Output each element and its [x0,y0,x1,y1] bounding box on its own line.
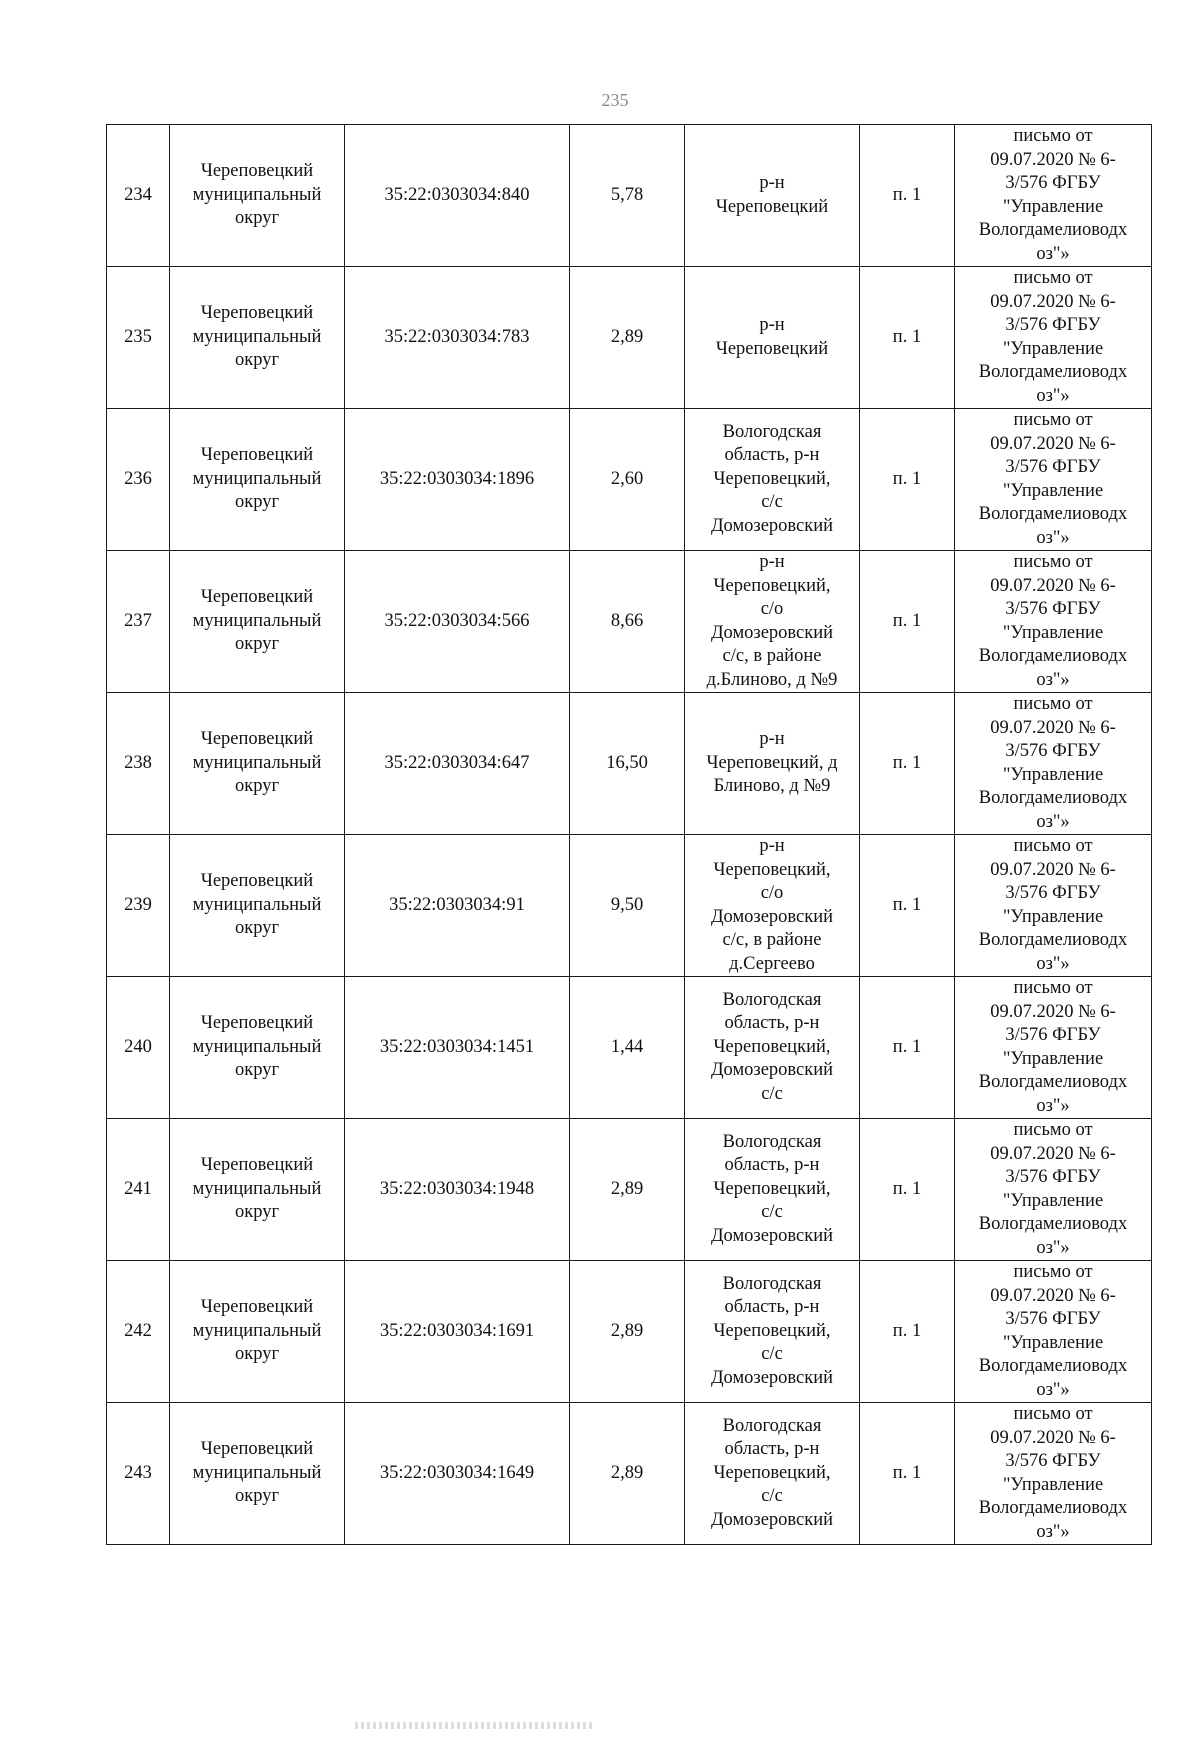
cadastral-number-cell [345,125,570,267]
row-number-cell [107,1261,170,1403]
row-number-cell [107,125,170,267]
clause-text: п. 1 [892,1320,922,1341]
cadastral-number-cell [345,835,570,977]
clause-text: п. 1 [892,1036,922,1057]
basis-cell [955,835,1152,977]
area-value: 5,78 [610,184,644,205]
district-text: Череповецкий муниципальный округ [192,1013,322,1081]
area-value: 2,89 [610,1462,644,1483]
district-cell [170,835,345,977]
address-cell [685,409,860,551]
page-number: 235 [601,90,629,110]
address-cell [685,1119,860,1261]
clause-cell [860,977,955,1119]
area-value: 2,89 [610,1178,644,1199]
clause-cell [860,551,955,693]
row-number-cell [107,267,170,409]
clause-text: п. 1 [892,894,922,915]
row-number-cell [107,693,170,835]
address-text: р-н Череповецкий, д Блиново, д №9 [706,729,838,797]
cadastral-number: 35:22:0303034:647 [384,752,530,773]
land-plots-table [106,124,1152,1545]
basis-text: письмо от 09.07.2020 № 6- 3/576 ФГБУ "Управление Вологдамелиоводх оз"» [978,126,1128,264]
basis-text: письмо от 09.07.2020 № 6- 3/576 ФГБУ "Управление Вологдамелиоводх оз"» [978,694,1128,832]
address-cell [685,1403,860,1545]
area-cell [570,835,685,977]
area-value: 2,89 [610,1320,644,1341]
row-number: 239 [124,894,152,915]
district-cell [170,1403,345,1545]
clause-cell [860,1119,955,1261]
cadastral-number-cell [345,267,570,409]
cadastral-number: 35:22:0303034:783 [384,326,530,347]
district-text: Череповецкий муниципальный округ [192,729,322,797]
district-text: Череповецкий муниципальный округ [192,587,322,655]
district-cell [170,1261,345,1403]
basis-text: письмо от 09.07.2020 № 6- 3/576 ФГБУ "Управление Вологдамелиоводх оз"» [978,268,1128,406]
table-row [107,551,1152,693]
area-cell [570,267,685,409]
basis-cell [955,693,1152,835]
row-number-cell [107,977,170,1119]
table-row [107,693,1152,835]
scan-artifact [355,1722,595,1729]
address-text: р-н Череповецкий [715,173,829,217]
area-cell [570,977,685,1119]
district-cell [170,693,345,835]
address-cell [685,125,860,267]
area-cell [570,693,685,835]
row-number: 241 [124,1178,152,1199]
basis-text: письмо от 09.07.2020 № 6- 3/576 ФГБУ "Управление Вологдамелиоводх оз"» [978,552,1128,690]
clause-cell [860,267,955,409]
cadastral-number: 35:22:0303034:1691 [379,1320,535,1341]
basis-cell [955,977,1152,1119]
table-row [107,1119,1152,1261]
district-cell [170,125,345,267]
district-text: Череповецкий муниципальный округ [192,1439,322,1507]
clause-text: п. 1 [892,468,922,489]
cadastral-number-cell [345,1403,570,1545]
area-cell [570,409,685,551]
cadastral-number-cell [345,977,570,1119]
basis-text: письмо от 09.07.2020 № 6- 3/576 ФГБУ "Управление Вологдамелиоводх оз"» [978,1404,1128,1542]
area-value: 1,44 [610,1036,644,1057]
table-row [107,977,1152,1119]
row-number: 243 [124,1462,152,1483]
district-text: Череповецкий муниципальный округ [192,1297,322,1365]
address-text: Вологодская область, р-н Череповецкий, с/с Домозеровский [710,1273,834,1388]
cadastral-number: 35:22:0303034:1451 [379,1036,535,1057]
row-number: 235 [124,326,152,347]
clause-cell [860,125,955,267]
area-cell [570,1403,685,1545]
address-cell [685,835,860,977]
district-cell [170,409,345,551]
basis-cell [955,1119,1152,1261]
clause-cell [860,409,955,551]
cadastral-number: 35:22:0303034:91 [389,894,525,915]
basis-text: письмо от 09.07.2020 № 6- 3/576 ФГБУ "Управление Вологдамелиоводх оз"» [978,978,1128,1116]
basis-cell [955,125,1152,267]
basis-text: письмо от 09.07.2020 № 6- 3/576 ФГБУ "Управление Вологдамелиоводх оз"» [978,836,1128,974]
area-cell [570,1261,685,1403]
basis-text: письмо от 09.07.2020 № 6- 3/576 ФГБУ "Управление Вологдамелиоводх оз"» [978,1120,1128,1258]
row-number-cell [107,835,170,977]
row-number-cell [107,551,170,693]
table-row [107,125,1152,267]
cadastral-number: 35:22:0303034:1896 [379,468,535,489]
address-cell [685,267,860,409]
row-number: 242 [124,1320,152,1341]
row-number: 237 [124,610,152,631]
area-cell [570,1119,685,1261]
district-text: Череповецкий муниципальный округ [192,303,322,371]
address-cell [685,977,860,1119]
table-row [107,267,1152,409]
basis-text: письмо от 09.07.2020 № 6- 3/576 ФГБУ "Управление Вологдамелиоводх оз"» [978,410,1128,548]
basis-cell [955,551,1152,693]
clause-cell [860,693,955,835]
area-value: 2,60 [610,468,644,489]
address-cell [685,1261,860,1403]
clause-text: п. 1 [892,326,922,347]
address-text: Вологодская область, р-н Череповецкий, с/с Домозеровский [710,1415,834,1530]
clause-cell [860,1261,955,1403]
cadastral-number: 35:22:0303034:1649 [379,1462,535,1483]
basis-cell [955,1261,1152,1403]
cadastral-number-cell [345,1261,570,1403]
district-text: Череповецкий муниципальный округ [192,445,322,513]
clause-text: п. 1 [892,1462,922,1483]
address-cell [685,551,860,693]
area-cell [570,551,685,693]
basis-cell [955,409,1152,551]
district-text: Череповецкий муниципальный округ [192,871,322,939]
basis-cell [955,267,1152,409]
table-row [107,1403,1152,1545]
row-number: 236 [124,468,152,489]
address-text: р-н Череповецкий, с/о Домозеровский с/с, в районе д.Блиново, д №9 [706,552,838,690]
district-cell [170,977,345,1119]
address-text: Вологодская область, р-н Череповецкий, Домозеровский с/с [710,989,834,1104]
clause-text: п. 1 [892,184,922,205]
address-cell [685,693,860,835]
area-value: 2,89 [610,326,644,347]
clause-cell [860,835,955,977]
basis-text: письмо от 09.07.2020 № 6- 3/576 ФГБУ "Управление Вологдамелиоводх оз"» [978,1262,1128,1400]
district-text: Череповецкий муниципальный округ [192,1155,322,1223]
cadastral-number-cell [345,693,570,835]
district-text: Череповецкий муниципальный округ [192,161,322,229]
address-text: Вологодская область, р-н Череповецкий, с/с Домозеровский [710,1131,834,1246]
cadastral-number-cell [345,1119,570,1261]
table-row [107,1261,1152,1403]
cadastral-number: 35:22:0303034:1948 [379,1178,535,1199]
address-text: Вологодская область, р-н Череповецкий, с/с Домозеровский [710,421,834,536]
cadastral-number-cell [345,409,570,551]
row-number-cell [107,1119,170,1261]
clause-text: п. 1 [892,1178,922,1199]
row-number-cell [107,409,170,551]
area-value: 9,50 [610,894,644,915]
table-row [107,835,1152,977]
row-number: 234 [124,184,152,205]
address-text: р-н Череповецкий [715,315,829,359]
cadastral-number-cell [345,551,570,693]
row-number: 240 [124,1036,152,1057]
clause-cell [860,1403,955,1545]
table-body [107,125,1152,1545]
row-number-cell [107,1403,170,1545]
district-cell [170,551,345,693]
row-number: 238 [124,752,152,773]
cadastral-number: 35:22:0303034:566 [384,610,530,631]
area-value: 16,50 [606,752,648,773]
clause-text: п. 1 [892,610,922,631]
district-cell [170,1119,345,1261]
address-text: р-н Череповецкий, с/о Домозеровский с/с, в районе д.Сергеево [710,836,834,974]
basis-cell [955,1403,1152,1545]
cadastral-number: 35:22:0303034:840 [384,184,530,205]
district-cell [170,267,345,409]
clause-text: п. 1 [892,752,922,773]
table-row [107,409,1152,551]
area-cell [570,125,685,267]
area-value: 8,66 [610,610,644,631]
